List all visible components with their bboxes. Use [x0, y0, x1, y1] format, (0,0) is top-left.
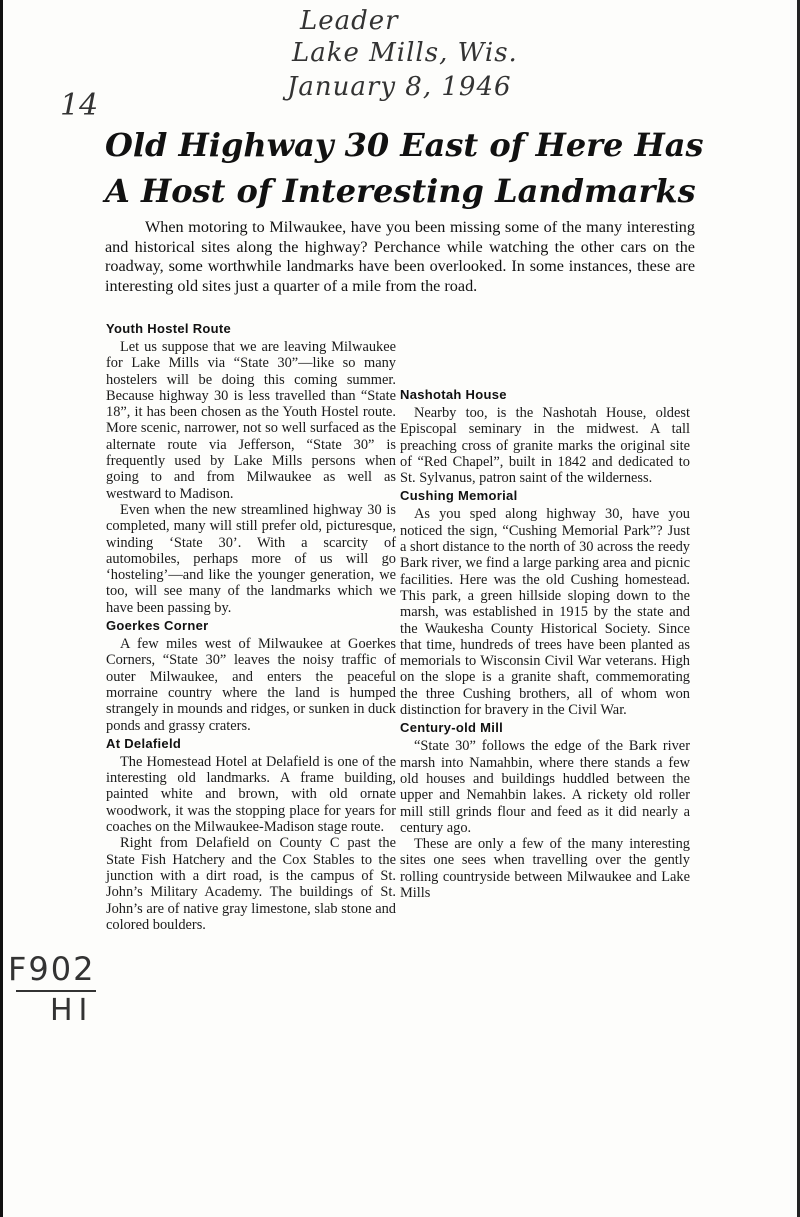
paragraph-goerkes-1: A few miles west of Milwaukee at Goerkes Corners, “State 30” leaves the noisy traffic of outer Milwaukee, and enters the peaceful morraine country where the land is humped strangely in mounds and ridges, or sunken in duck ponds and grassy craters. — [106, 636, 396, 734]
headline-line-2: A Host of Interesting Landmarks — [105, 172, 696, 210]
headline-line-1: Old Highway 30 East of Here Has — [105, 126, 704, 164]
section-heading-nashotah: Nashotah House — [400, 387, 507, 402]
handwritten-category: HI — [50, 993, 94, 1028]
handwritten-publication: Leader — [300, 6, 399, 36]
paragraph-mill-2: These are only a few of the many interesting sites one sees when travelling over the gently rolling countryside between Milwaukee and Lake Mills — [400, 836, 690, 902]
handwritten-place: Lake Mills, Wis. — [292, 38, 518, 68]
handwritten-file-code: F902 — [8, 950, 96, 988]
file-code-underline — [16, 990, 96, 992]
article-lead-paragraph: When motoring to Milwaukee, have you been missing some of the many interesting and historical sites along the highway? Perchance while watching the other cars on the roadway, some worthwhile landmarks have been overlooked. In some instances, these are interesting old sites just a quarter of a mile from the road. — [105, 218, 695, 295]
article-column-right — [400, 321, 690, 901]
handwritten-page-number: 14 — [60, 88, 99, 123]
section-heading-delafield: At Delafield — [106, 735, 182, 751]
article-headline — [105, 122, 705, 214]
paragraph-delafield-1: The Homestead Hotel at Delafield is one of the interesting old landmarks. A frame building, painted white and brown, with old ornate woodwork, it was the stopping place for years for coaches on the Milwaukee-Madison stage route. — [106, 753, 396, 836]
article-column-left — [106, 321, 396, 933]
section-heading-goerkes: Goerkes Corner — [106, 618, 209, 634]
handwritten-date: January 8, 1946 — [287, 72, 512, 102]
section-heading-mill: Century-old Mill — [400, 720, 504, 736]
section-heading-youth-hostel: Youth Hostel Route — [106, 321, 232, 336]
paragraph-delafield-2: Right from Delafield on County C past the State Fish Hatchery and the Cox Stables to the junction with a dirt road, is the campus of St. John’s Military Academy. The buildings of St. John’s are of native gray limestone, slab stone and colored boulders. — [106, 835, 396, 933]
section-heading-cushing: Cushing Memorial — [400, 488, 518, 504]
paragraph-mill-1: “State 30” follows the edge of the Bark river marsh into Namahbin, where there stands a few old houses and buildings huddled between the upper and Nemahbin lakes. A rickety old roller mill still grinds flour and feed as it did nearly a century ago. — [400, 738, 690, 836]
scan-edge-left — [0, 0, 3, 1217]
paragraph-cushing-1: As you sped along highway 30, have you noticed the sign, “Cushing Memorial Park”? Just a short distance to the north of 30 across the reedy Bark river, we find a large parking area and picnic facilities. Here was the old Cushing homestead. This park, a green hillside sloping down to the marsh, was established in 1915 by the state and the Waukesha County Historical Society. Since that time, hundreds of trees have been planted as memorials to Wisconsin Civil War veterans. High on the slope is a granite shaft, commemorating the three Cushing brothers, all of whom won distinction for bravery in the Civil War. — [400, 506, 690, 719]
paragraph-nashotah-1: Nearby too, is the Nashotah House, oldest Episcopal seminary in the midwest. A tall preaching cross of granite marks the original site of “Red Chapel”, built in 1842 and dedicated to St. Sylvanus, patron saint of the wilderness. — [400, 405, 690, 487]
paragraph-youth-hostel-2: Even when the new streamlined highway 30 is completed, many will still prefer old, picturesque, winding ‘State 30’. With a scarcity of automobiles, perhaps more of us will go ‘hosteling’—and like the younger generation, we too, will see many of the landmarks which we have been passing by. — [106, 501, 396, 616]
paragraph-youth-hostel-1: Let us suppose that we are leaving Milwaukee for Lake Mills via “State 30”—like so many hostelers will be doing this coming summer. Because highway 30 is less travelled than “State 18”, it has been chosen as the Youth Hostel route. More scenic, narrower, not so well surfaced as the alternate route via Jefferson, “State 30” is frequently used by Lake Mills persons when going to and from Milwaukee as well as westward to Madison. — [106, 339, 396, 502]
